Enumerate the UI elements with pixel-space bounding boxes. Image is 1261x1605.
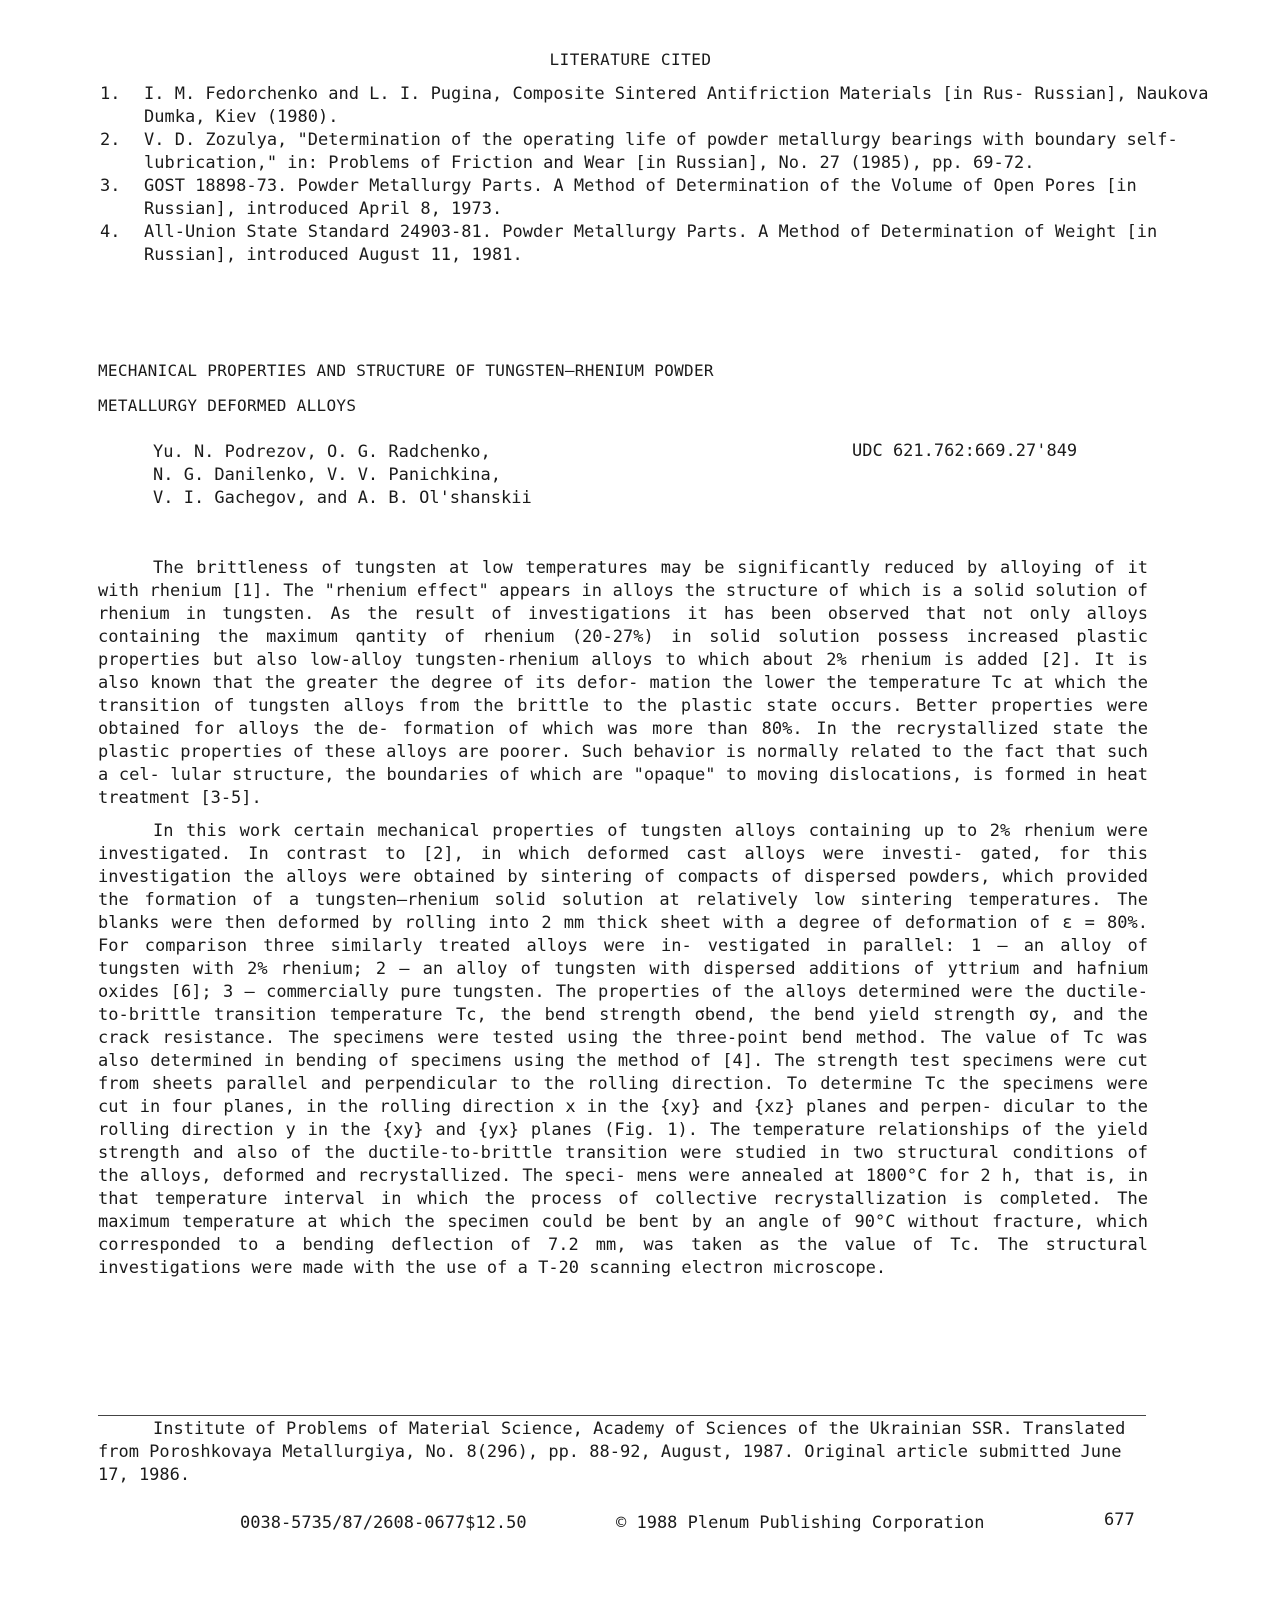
copyright-notice: © 1988 Plenum Publishing Corporation <box>616 1513 985 1533</box>
article-title-line-1: MECHANICAL PROPERTIES AND STRUCTURE OF TUNGSTEN—RHENIUM POWDER <box>98 361 714 380</box>
reference-item <box>100 221 1210 267</box>
literature-cited-heading: LITERATURE CITED <box>549 50 712 69</box>
reference-number: 3. <box>100 176 121 196</box>
author-line: N. G. Danilenko, V. V. Panichkina, <box>153 465 501 485</box>
footnote-divider <box>98 1415 1146 1416</box>
reference-text: All-Union State Standard 24903-81. Powder Metallurgy Parts. A Method of Determination of Weight [in Russian], introduced August 11, 1981. <box>144 222 1158 265</box>
author-line: V. I. Gachegov, and A. B. Ol'shanskii <box>153 488 532 508</box>
journal-code: 0038-5735/87/2608-0677$12.50 <box>240 1513 527 1533</box>
author-list <box>153 441 532 510</box>
reference-number: 2. <box>100 130 121 150</box>
reference-text: V. D. Zozulya, "Determination of the operating life of powder metallurgy bearings with boundary self-lubrication," in: Problems of Friction and Wear [in Russian], No. 27 (1985), pp. 69-72. <box>144 130 1178 173</box>
article-title-line-2: METALLURGY DEFORMED ALLOYS <box>98 396 357 415</box>
author-line: Yu. N. Podrezov, O. G. Radchenko, <box>153 442 491 462</box>
reference-item <box>100 175 1210 221</box>
reference-number: 4. <box>100 222 121 242</box>
article-body <box>98 557 1148 1290</box>
page-number: 677 <box>1104 1510 1135 1530</box>
reference-text: I. M. Fedorchenko and L. I. Pugina, Composite Sintered Antifriction Materials [in Rus- Russian], Naukova Dumka, Kiev (1980). <box>144 84 1209 127</box>
reference-item <box>100 129 1210 175</box>
body-paragraph: The brittleness of tungsten at low temperatures may be significantly reduced by alloying of it with rhenium [1]. The "rhenium effect" appears in alloys the structure of which is a solid solution of rhenium in tungsten. As the result of investigations it has been observed that not only alloys containing the maximum qantity of rhenium (20-27%) in solid solution possess increased plastic properties but also low-alloy tungsten-rhenium alloys to which about 2% rhenium is added [2]. It is also known that the greater the degree of its defor- mation the lower the temperature Tc at which the transition of tungsten alloys from the brittle to the plastic state occurs. Better properties were obtained for alloys the de- formation of which was more than 80%. In the recrystallized state the plastic properties of these alloys are poorer. Such behavior is normally related to the fact that such a cel- lular structure, the boundaries of which are "opaque" to moving dislocations, is formed in heat treatment [3-5]. <box>98 558 1148 808</box>
affiliation-footnote: Institute of Problems of Material Science, Academy of Sciences of the Ukrainian SSR. Translated from Poroshkovaya Metallurgiya, No. 8(296), pp. 88-92, August, 1987. Original article submitted June 17, 1986. <box>98 1419 1126 1485</box>
reference-list <box>100 83 1210 267</box>
reference-text: GOST 18898-73. Powder Metallurgy Parts. A Method of Determination of the Volume of Open Pores [in Russian], introduced April 8, 1973. <box>144 176 1137 219</box>
udc-code: UDC 621.762:669.27'849 <box>852 441 1078 461</box>
body-paragraph: In this work certain mechanical properties of tungsten alloys containing up to 2% rhenium were investigated. In contrast to [2], in which deformed cast alloys were investi- gated, for this investigation the alloys were obtained by sintering of compacts of dispersed powders, which provided the formation of a tungsten—rhenium solid solution at relatively low sintering temperatures. The blanks were then deformed by rolling into 2 mm thick sheet with a degree of deformation of ε = 80%. For comparison three similarly treated alloys were in- vestigated in parallel: 1 — an alloy of tungsten with 2% rhenium; 2 — an alloy of tungsten with dispersed additions of yttrium and hafnium oxides [6]; 3 — commercially pure tungsten. The properties of the alloys determined were the ductile-to-brittle transition temperature Tc, the bend strength σbend, the bend yield strength σy, and the crack resistance. The specimens were tested using the three-point bend method. The value of Tc was also determined in bending of specimens using the method of [4]. The strength test specimens were cut from sheets parallel and perpendicular to the rolling direction. To determine Tc the specimens were cut in four planes, in the rolling direction x in the {xy} and {xz} planes and perpen- dicular to the rolling direction y in the {xy} and {yx} planes (Fig. 1). The temperature relationships of the yield strength and also of the ductile-to-brittle transition were studied in two structural conditions of the alloys, deformed and recrystallized. The speci- mens were annealed at 1800°C for 2 h, that is, in that temperature interval in which the process of collective recrystallization is completed. The maximum temperature at which the specimen could be bent by an angle of 90°C without fracture, which corresponded to a bending deflection of 7.2 mm, was taken as the value of Tc. The structural investigations were made with the use of a T-20 scanning electron microscope. <box>98 821 1148 1278</box>
reference-item <box>100 83 1210 129</box>
reference-number: 1. <box>100 84 121 104</box>
